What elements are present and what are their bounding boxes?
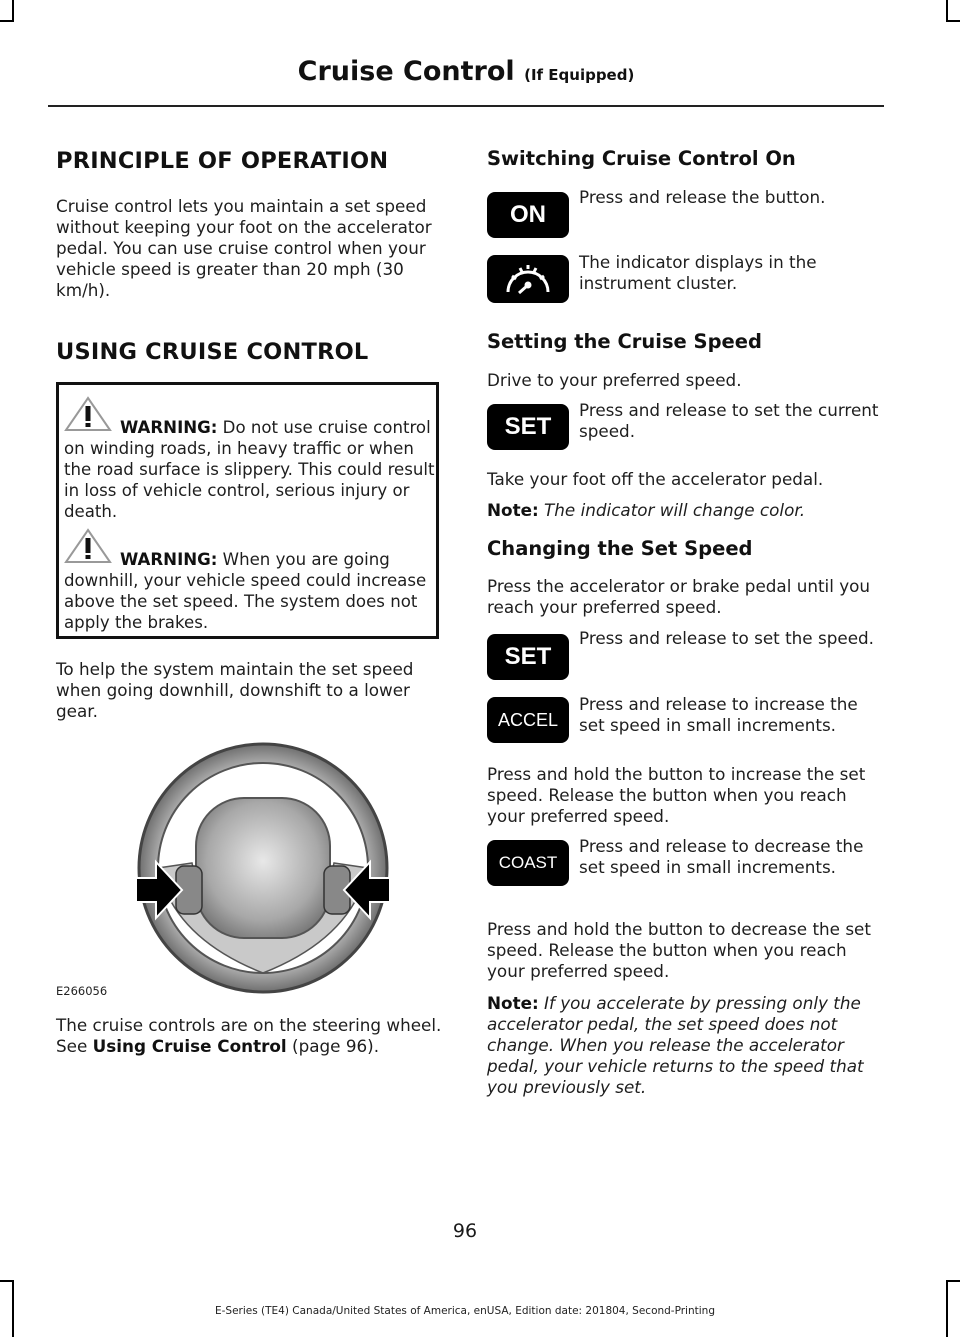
foot-text: Take your foot off the accelerator pedal. bbox=[487, 469, 824, 489]
set-button-icon: SET bbox=[487, 634, 569, 680]
hold-increase-text: Press and hold the button to increase the set speed. Release the button when you reach your preferred speed. bbox=[487, 764, 866, 826]
controls-text: The cruise controls are on the steering wheel. See bbox=[56, 1015, 442, 1056]
edition-line: E-Series (TE4) Canada/United States of America, enUSA, Edition date: 201804, Second-Printing bbox=[214, 1305, 715, 1317]
crop-mark bbox=[946, 0, 948, 20]
crop-mark bbox=[0, 1280, 14, 1282]
controls-block bbox=[56, 1015, 448, 1057]
set-text: Press and release to set the current speed. bbox=[579, 400, 879, 441]
header-rule bbox=[48, 105, 884, 107]
page-number: 96 bbox=[452, 1220, 478, 1242]
principle-text: Cruise control lets you maintain a set speed without keeping your foot on the accelerator pedal. You can use cruise control when your vehicle speed is greater than 20 mph (30 km/h). bbox=[56, 196, 432, 300]
press-pedal-text: Press the accelerator or brake pedal until you reach your preferred speed. bbox=[487, 576, 871, 617]
page-subtitle: (If Equipped) bbox=[524, 66, 635, 84]
crop-mark bbox=[946, 20, 960, 22]
coast-button-icon: COAST bbox=[487, 840, 569, 886]
steering-wheel-illustration bbox=[134, 738, 392, 998]
note-2 bbox=[487, 993, 887, 1098]
crop-mark bbox=[946, 1280, 948, 1337]
coast-text: Press and release to decrease the set speed in small increments. bbox=[579, 836, 864, 877]
controls-page-ref: (page 96). bbox=[286, 1036, 380, 1056]
set-button-icon: SET bbox=[487, 404, 569, 450]
note-text: If you accelerate by pressing only the accelerator pedal, the set speed does not change. When you release the accelerator pedal, your vehicle returns to the speed that you previously set. bbox=[487, 993, 864, 1097]
changing-heading: Changing the Set Speed bbox=[487, 537, 753, 560]
using-heading: USING CRUISE CONTROL bbox=[56, 339, 369, 365]
accel-button-icon: ACCEL bbox=[487, 697, 569, 743]
accel-text: Press and release to increase the set speed in small increments. bbox=[579, 694, 858, 735]
indicator-text: The indicator displays in the instrument cluster. bbox=[579, 252, 817, 293]
page-header bbox=[48, 56, 884, 87]
note-label: Note: bbox=[487, 500, 539, 520]
figure-code: E266056 bbox=[56, 984, 108, 998]
crop-mark bbox=[12, 0, 14, 20]
note-text: The indicator will change color. bbox=[538, 500, 806, 520]
warning-2 bbox=[64, 549, 440, 633]
set-speed-text: Press and release to set the speed. bbox=[579, 628, 874, 648]
warning-text: When you are going downhill, your vehicle speed could increase above the set speed. The system does not apply the brakes. bbox=[64, 550, 427, 632]
speedometer-icon bbox=[500, 258, 556, 300]
crop-mark bbox=[0, 20, 14, 22]
warning-label: WARNING: bbox=[120, 418, 218, 437]
note-label: Note: bbox=[487, 993, 539, 1013]
page-title: Cruise Control bbox=[297, 56, 515, 87]
on-text: Press and release the button. bbox=[579, 187, 826, 207]
warning-1 bbox=[64, 417, 440, 522]
warning-text: Do not use cruise control on winding roads, in heavy traffic or when the road surface is slippery. This could result in loss of vehicle control, serious injury or death. bbox=[64, 418, 435, 521]
warning-box bbox=[56, 382, 439, 639]
note-1 bbox=[487, 500, 887, 521]
drive-text: Drive to your preferred speed. bbox=[487, 370, 742, 390]
switching-heading: Switching Cruise Control On bbox=[487, 147, 796, 170]
on-button-icon: ON bbox=[487, 192, 569, 238]
hold-decrease-text: Press and hold the button to decrease the set speed. Release the button when you reach your preferred speed. bbox=[487, 919, 871, 981]
downhill-block bbox=[56, 659, 448, 722]
cruise-indicator-icon bbox=[487, 255, 569, 303]
principle-heading: PRINCIPLE OF OPERATION bbox=[56, 148, 389, 174]
left-column bbox=[56, 148, 448, 365]
cross-reference-link[interactable]: Using Cruise Control bbox=[92, 1036, 287, 1056]
downhill-text: To help the system maintain the set speed when going downhill, downshift to a lower gear. bbox=[56, 659, 414, 721]
crop-mark bbox=[946, 1280, 960, 1282]
setting-heading: Setting the Cruise Speed bbox=[487, 330, 762, 353]
warning-label: WARNING: bbox=[120, 550, 218, 569]
